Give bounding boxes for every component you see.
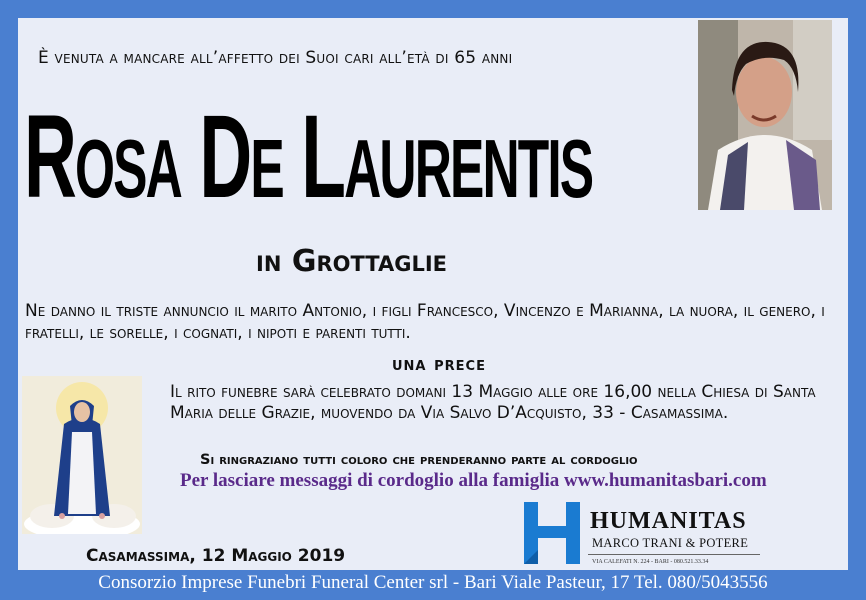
footer-agency: Consorzio Imprese Funebri Funeral Center srl - Bari Viale Pasteur, 17 Tel. 080/5043556 bbox=[98, 572, 768, 593]
madonna-illustration bbox=[22, 376, 142, 534]
condolence-message-link[interactable]: Per lasciare messaggi di cordoglio alla famiglia www.humanitasbari.com bbox=[180, 470, 767, 491]
humanitas-logo bbox=[522, 500, 762, 568]
portrait-image bbox=[698, 20, 832, 210]
portrait-photo bbox=[698, 20, 832, 210]
logo-subtitle: MARCO TRANI & POTERE bbox=[592, 536, 749, 550]
funeral-details: Il rito funebre sarà celebrato domani 13 Maggio alle ore 16,00 nella Chiesa di Santa Maria delle Grazie, muovendo da Via Salvo D’Acquisto, 33 - Casamassima. bbox=[170, 382, 816, 423]
prayer-heading: una prece bbox=[392, 353, 486, 375]
humanitas-h-icon bbox=[522, 500, 584, 568]
madonna-image bbox=[22, 376, 142, 534]
logo-divider bbox=[588, 554, 760, 555]
thanks-text: Si ringraziano tutti coloro che prenderanno parte al cordoglio bbox=[200, 452, 638, 468]
logo-address: VIA CALEFATI N. 224 - BARI - 080.521.33.34 bbox=[592, 559, 709, 565]
place-date: Casamassima, 12 Maggio 2019 bbox=[86, 546, 346, 566]
deceased-name: Rosa De Laurentis bbox=[24, 91, 593, 223]
announcement-text: Ne danno il triste annuncio il marito Antonio, i figli Francesco, Vincenzo e Marianna, la nuora, il genero, i fratelli, le sorelle, i cognati, i nipoti e parenti tutti. bbox=[25, 301, 825, 343]
married-name: in Grottaglie bbox=[256, 244, 448, 279]
intro-text: È venuta a mancare all’affetto dei Suoi cari all’età di 65 anni bbox=[38, 48, 513, 68]
logo-brand: HUMANITAS bbox=[590, 508, 747, 534]
